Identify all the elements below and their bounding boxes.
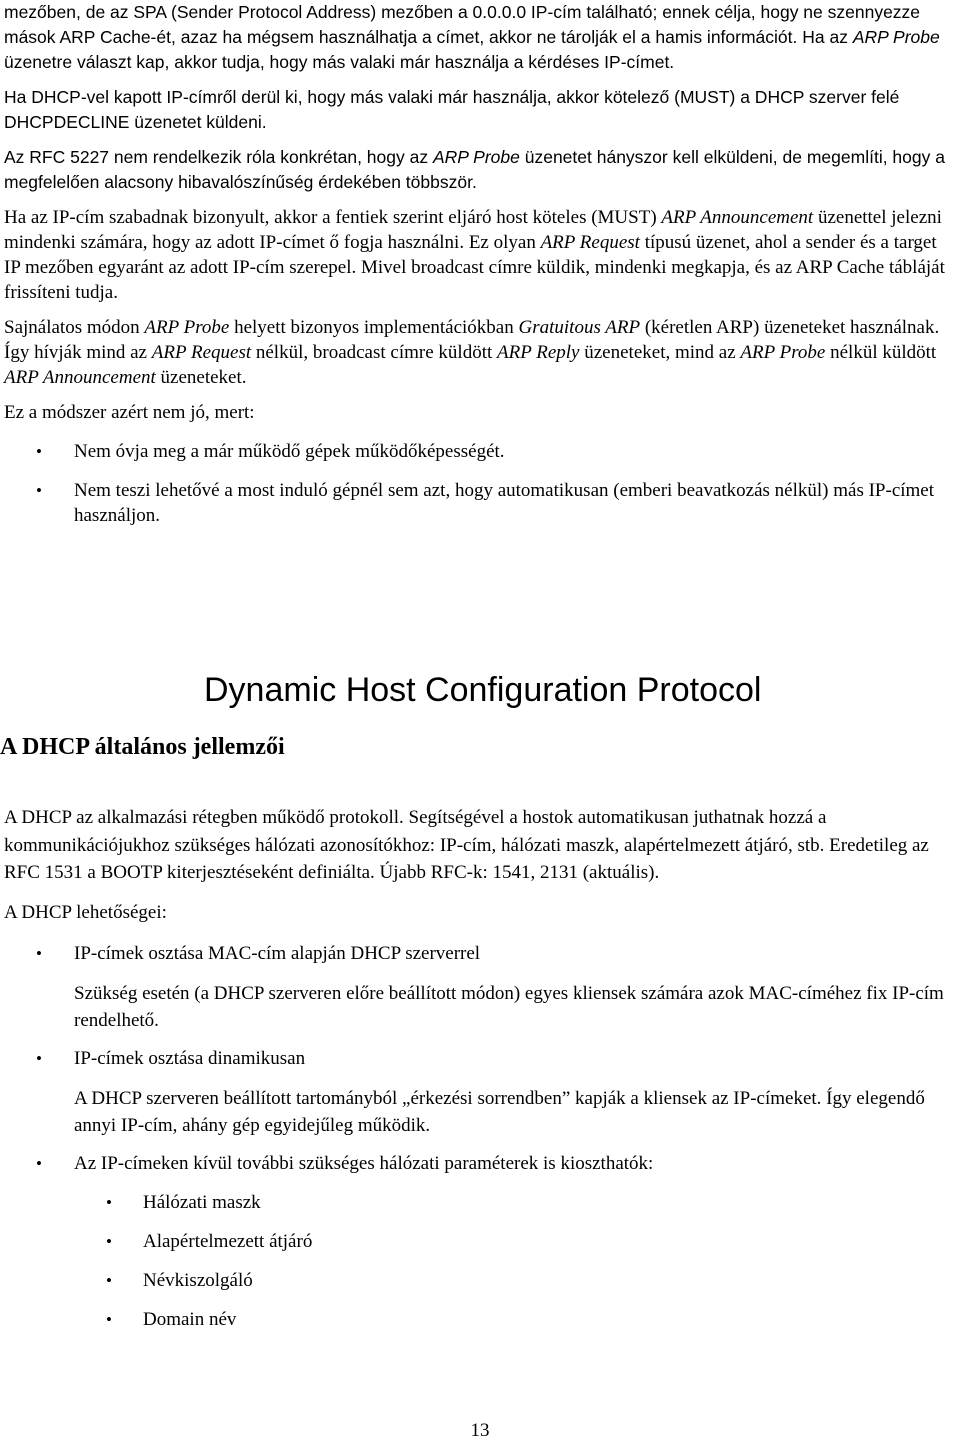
term-arp-probe: ARP Probe — [740, 342, 826, 363]
dhcp-section-body — [4, 804, 956, 1332]
term-arp-reply: ARP Reply — [497, 342, 580, 363]
list-item: • Alapértelmezett átjáró — [4, 1229, 956, 1254]
term-arp-probe: ARP Probe — [144, 317, 230, 338]
paragraph-capabilities-label: A DHCP lehetőségei: — [4, 901, 167, 923]
list-item: • Nem teszi lehetővé a most induló gépnél sem azt, hogy automatikusan (emberi beavatkozás nélkül) más IP-címet használjon. — [4, 478, 956, 528]
paragraph-spa: mezőben, de az SPA (Sender Protocol Address) mezőben a 0.0.0.0 IP-cím található; ennek célja, hogy ne szennyezze mások ARP Cache-ét, azaz ha mégsem használhatja a címet, akkor ne tárolják el a hamis információt. Ha az ARP Probe üzenetre választ kap, akkor tudja, hogy más valaki már használja a kérdéses IP-címet. — [4, 2, 940, 72]
paragraph-dhcp-intro: A DHCP az alkalmazási rétegben működő protokoll. Segítségével a hostok automatikusan juthatnak hozzá a kommunikációjukhoz szükséges hálózati azonosítókhoz: IP-cím, hálózati maszk, alapértelmezett átjáró, stb. Eredetileg az RFC 1531 a BOOTP kiterjesztéseként definiálta. Újabb RFC-k: 1541, 2131 (aktuális). — [4, 807, 929, 883]
capability-title: • IP-címek osztása dinamikusan — [74, 1047, 306, 1069]
term-arp-request: ARP Request — [151, 342, 252, 363]
term-arp-probe: ARP Probe — [432, 147, 520, 167]
bullet-list-problems — [4, 439, 956, 528]
term-arp-request: ARP Request — [540, 232, 640, 253]
bullet-list-capabilities — [4, 941, 956, 1176]
capability-description: Szükség esetén (a DHCP szerveren előre beállított módon) egyes kliensek számára azok MAC-címéhez fix IP-cím rendelhető. — [74, 982, 944, 1031]
paragraph-announcement: Ha az IP-cím szabadnak bizonyult, akkor a fentiek szerint eljáró host köteles (MUST) ARP Announcement üzenettel jelezni mindenki számára, hogy az adott IP-címet ő fogja használni. Ez olyan ARP Request típusú üzenet, ahol a sender és a target IP mezőben egyaránt az adott IP-cím szerepel. Mivel broadcast címre küldik, mindenki megkapja, és az ARP Cache tábláját frissíteni tudja. — [4, 207, 945, 303]
paragraph-gratuitous-arp: Sajnálatos módon ARP Probe helyett bizonyos implementációkban Gratuitous ARP (kéretlen ARP) üzeneteket használnak. Így hívják mind az ARP Request nélkül, broadcast címre küldött ARP Reply üzeneteket, mind az ARP Probe nélkül küldött ARP Announcement üzeneteket. — [4, 317, 940, 388]
list-item — [4, 941, 956, 1034]
document-page — [4, 0, 956, 528]
list-item: • Hálózati maszk — [4, 1190, 956, 1215]
list-item: • Nem óvja meg a már működő gépek működőképességét. — [4, 439, 956, 464]
page-number: 13 — [470, 1420, 490, 1441]
list-item: • Névkiszolgáló — [4, 1268, 956, 1293]
section-heading: A DHCP általános jellemzői — [0, 734, 285, 760]
paragraph-dhcpdecline: Ha DHCP-vel kapott IP-címről derül ki, hogy más valaki már használja, akkor kötelező (MUST) a DHCP szerver felé DHCPDECLINE üzenetet küldeni. — [4, 87, 900, 132]
term-gratuitous-arp: Gratuitous ARP — [518, 317, 641, 338]
bullet-list-parameters — [4, 1190, 956, 1332]
term-arp-announcement: ARP Announcement — [4, 367, 156, 388]
list-item — [4, 1151, 956, 1176]
list-item: • Domain név — [4, 1307, 956, 1332]
term-arp-announcement: ARP Announcement — [661, 207, 814, 228]
list-item — [4, 1046, 956, 1139]
term-arp-probe: ARP Probe — [852, 27, 940, 47]
capability-title: • IP-címek osztása MAC-cím alapján DHCP szerverrel — [74, 942, 481, 964]
paragraph-why-not-good: Ez a módszer azért nem jó, mert: — [4, 402, 255, 423]
paragraph-rfc5227: Az RFC 5227 nem rendelkezik róla konkrétan, hogy az ARP Probe üzenetet hányszor kell elküldeni, de megemlíti, hogy a megfelelően alacsony hibavalószínűség érdekében többször. — [4, 147, 945, 192]
chapter-heading: Dynamic Host Configuration Protocol — [204, 671, 762, 709]
capability-description: A DHCP szerveren beállított tartományból „érkezési sorrendben” kapják a kliensek az IP-címeket. Így elegendő annyi IP-cím, ahány gép egyidejűleg működik. — [74, 1087, 925, 1136]
capability-title: • Az IP-címeken kívül további szükséges hálózati paraméterek is kioszthatók: — [74, 1152, 654, 1174]
